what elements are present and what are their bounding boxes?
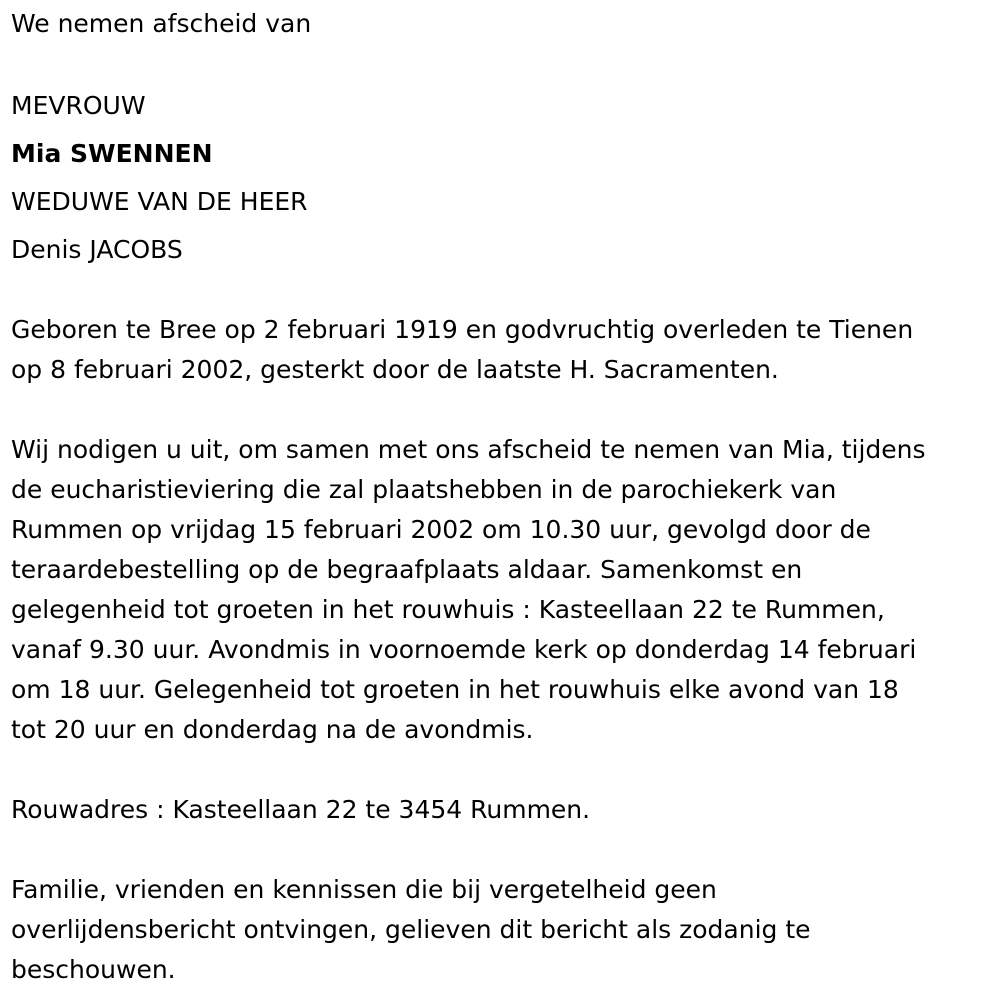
invitation-line: gelegenheid tot groeten in het rouwhuis : Kasteellaan 22 te Rummen,	[11, 595, 885, 624]
widow-of-line: WEDUWE VAN DE HEER	[11, 187, 308, 216]
mourning-address: Rouwadres : Kasteellaan 22 te 3454 Rummen.	[11, 795, 591, 824]
invitation-line: de eucharistieviering die zal plaatshebben in de parochiekerk van	[11, 475, 837, 504]
honorific: MEVROUW	[11, 91, 146, 120]
invitation-line: tot 20 uur en donderdag na de avondmis.	[11, 715, 534, 744]
intro-text: We nemen afscheid van	[11, 9, 312, 38]
closing-line: overlijdensbericht ontvingen, gelieven dit bericht als zodanig te	[11, 915, 811, 944]
invitation-line: Wij nodigen u uit, om samen met ons afscheid te nemen van Mia, tijdens	[11, 435, 926, 464]
invitation-line: Rummen op vrijdag 15 februari 2002 om 10.30 uur, gevolgd door de	[11, 515, 871, 544]
invitation-line: vanaf 9.30 uur. Avondmis in voornoemde kerk op donderdag 14 februari	[11, 635, 917, 664]
birth-death-line: Geboren te Bree op 2 februari 1919 en godvruchtig overleden te Tienen	[11, 315, 914, 344]
spouse-name: Denis JACOBS	[11, 235, 183, 264]
invitation-line: teraardebestelling op de begraafplaats aldaar. Samenkomst en	[11, 555, 803, 584]
closing-line: beschouwen.	[11, 955, 176, 984]
birth-death-line: op 8 februari 2002, gesterkt door de laatste H. Sacramenten.	[11, 355, 779, 384]
invitation-line: om 18 uur. Gelegenheid tot groeten in het rouwhuis elke avond van 18	[11, 675, 899, 704]
closing-line: Familie, vrienden en kennissen die bij vergetelheid geen	[11, 875, 717, 904]
deceased-name: Mia SWENNEN	[11, 139, 213, 168]
